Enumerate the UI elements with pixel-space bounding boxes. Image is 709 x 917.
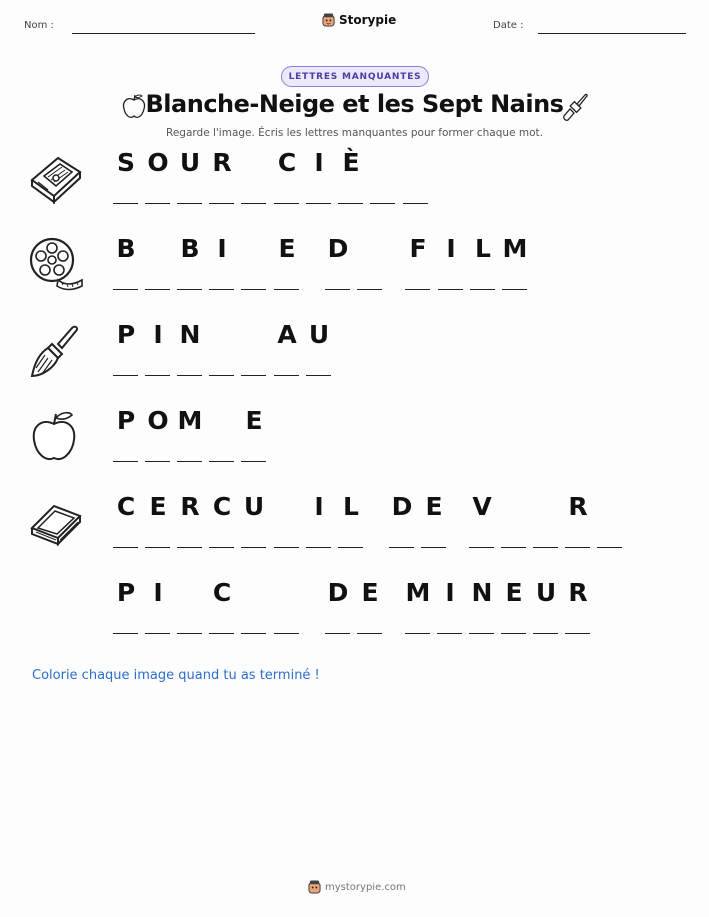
given-letter: N — [179, 320, 201, 349]
letter-blank-line — [145, 289, 170, 290]
letter-blank-line — [357, 289, 382, 290]
letter-blank-line — [325, 289, 350, 290]
letter-blank-line — [470, 289, 495, 290]
letter-blank-line — [565, 547, 590, 548]
letter-blank-line — [306, 203, 331, 204]
paintbrush-icon — [561, 92, 589, 122]
given-letter: C — [212, 492, 232, 521]
letter-blank-line — [501, 633, 526, 634]
given-letter: P — [116, 578, 136, 607]
brand-logo — [322, 13, 396, 27]
given-letter: D — [327, 234, 349, 263]
given-letter: D — [391, 492, 413, 521]
letter-blank-line — [241, 547, 266, 548]
brand-name: Storypie — [339, 13, 397, 27]
letter-blank-line — [209, 547, 234, 548]
name-line — [72, 33, 255, 34]
given-letter: E — [425, 492, 443, 521]
letter-blank-line — [338, 203, 363, 204]
given-letter: R — [568, 492, 588, 521]
coloring-instruction: Colorie chaque image quand tu as terminé ! — [32, 668, 320, 683]
letter-blank-line — [565, 633, 590, 634]
given-letter: V — [472, 492, 492, 521]
given-letter: E — [278, 234, 296, 263]
given-letter: B — [180, 234, 200, 263]
letter-blank-line — [469, 547, 494, 548]
date-label: Date : — [493, 20, 524, 31]
letter-blank-line — [209, 461, 234, 462]
letter-blank-line — [209, 375, 234, 376]
given-letter: M — [405, 578, 431, 607]
letter-blank-line — [306, 375, 331, 376]
given-letter: U — [243, 492, 265, 521]
letter-blank-line — [209, 203, 234, 204]
given-letter: E — [149, 492, 167, 521]
letter-blank-line — [597, 547, 622, 548]
letter-blank-line — [403, 203, 428, 204]
given-letter: B — [116, 234, 136, 263]
given-letter: P — [116, 406, 136, 435]
given-letter: I — [445, 578, 455, 607]
letter-blank-line — [389, 547, 414, 548]
letter-blank-line — [338, 547, 363, 548]
apple-icon — [28, 408, 84, 464]
coffin-icon — [28, 494, 84, 550]
letter-blank-line — [438, 289, 463, 290]
given-letter: I — [217, 234, 227, 263]
given-letter: O — [147, 148, 169, 177]
date-line — [538, 33, 686, 34]
given-letter: D — [327, 578, 349, 607]
letter-blank-line — [241, 461, 266, 462]
letter-blank-line — [113, 375, 138, 376]
letter-blank-line — [274, 633, 299, 634]
letter-blank-line — [306, 547, 331, 548]
paintbrush-icon — [28, 322, 84, 378]
given-letter: P — [116, 320, 136, 349]
letter-blank-line — [145, 633, 170, 634]
given-letter: R — [180, 492, 200, 521]
given-letter: M — [502, 234, 528, 263]
given-letter: R — [212, 148, 232, 177]
letter-blank-line — [437, 633, 462, 634]
letter-blank-line — [177, 461, 202, 462]
letter-blank-line — [405, 633, 430, 634]
letter-blank-line — [241, 375, 266, 376]
given-letter: N — [471, 578, 493, 607]
given-letter: C — [277, 148, 297, 177]
letter-blank-line — [145, 203, 170, 204]
letter-blank-line — [145, 461, 170, 462]
letter-blank-line — [177, 203, 202, 204]
letter-blank-line — [502, 289, 527, 290]
given-letter: U — [179, 148, 201, 177]
letter-blank-line — [177, 547, 202, 548]
letter-blank-line — [469, 633, 494, 634]
letter-blank-line — [177, 289, 202, 290]
given-letter: E — [505, 578, 523, 607]
letter-blank-line — [113, 203, 138, 204]
letter-blank-line — [113, 633, 138, 634]
site-url: mystorypie.com — [325, 881, 406, 893]
letter-blank-line — [145, 375, 170, 376]
letter-blank-line — [405, 289, 430, 290]
page-title: Blanche-Neige et les Sept Nains — [145, 90, 564, 118]
given-letter: È — [342, 148, 360, 177]
letter-blank-line — [113, 547, 138, 548]
site-footer — [308, 880, 406, 894]
given-letter: F — [409, 234, 427, 263]
worksheet-type-badge: LETTRES MANQUANTES — [281, 66, 429, 87]
letter-blank-line — [177, 633, 202, 634]
letter-blank-line — [357, 633, 382, 634]
film-reel-icon — [28, 236, 84, 292]
given-letter: O — [147, 406, 169, 435]
given-letter: I — [153, 578, 163, 607]
given-letter: M — [177, 406, 203, 435]
letter-blank-line — [113, 461, 138, 462]
given-letter: I — [153, 320, 163, 349]
instructions: Regarde l'image. Écris les lettres manquantes pour former chaque mot. — [166, 127, 543, 139]
letter-blank-line — [274, 547, 299, 548]
letter-blank-line — [533, 547, 558, 548]
letter-blank-line — [421, 547, 446, 548]
letter-blank-line — [113, 289, 138, 290]
given-letter: I — [446, 234, 456, 263]
given-letter: S — [116, 148, 135, 177]
letter-blank-line — [241, 289, 266, 290]
letter-blank-line — [177, 375, 202, 376]
given-letter: L — [475, 234, 491, 263]
letter-blank-line — [274, 203, 299, 204]
given-letter: I — [314, 148, 324, 177]
given-letter: R — [568, 578, 588, 607]
given-letter: C — [116, 492, 136, 521]
storypie-mascot-icon — [308, 880, 321, 894]
letter-blank-line — [274, 375, 299, 376]
letter-blank-line — [209, 289, 234, 290]
letter-blank-line — [370, 203, 395, 204]
given-letter: E — [245, 406, 263, 435]
letter-blank-line — [209, 633, 234, 634]
storypie-mascot-icon — [322, 13, 335, 27]
given-letter: C — [212, 578, 232, 607]
given-letter: E — [361, 578, 379, 607]
letter-blank-line — [241, 633, 266, 634]
given-letter: I — [314, 492, 324, 521]
mousetrap-icon — [28, 150, 84, 206]
letter-blank-line — [501, 547, 526, 548]
given-letter: L — [343, 492, 359, 521]
letter-blank-line — [325, 633, 350, 634]
name-label: Nom : — [24, 20, 54, 31]
letter-blank-line — [241, 203, 266, 204]
letter-blank-line — [274, 289, 299, 290]
given-letter: U — [535, 578, 557, 607]
letter-blank-line — [533, 633, 558, 634]
letter-blank-line — [145, 547, 170, 548]
given-letter: U — [308, 320, 330, 349]
given-letter: A — [277, 320, 297, 349]
